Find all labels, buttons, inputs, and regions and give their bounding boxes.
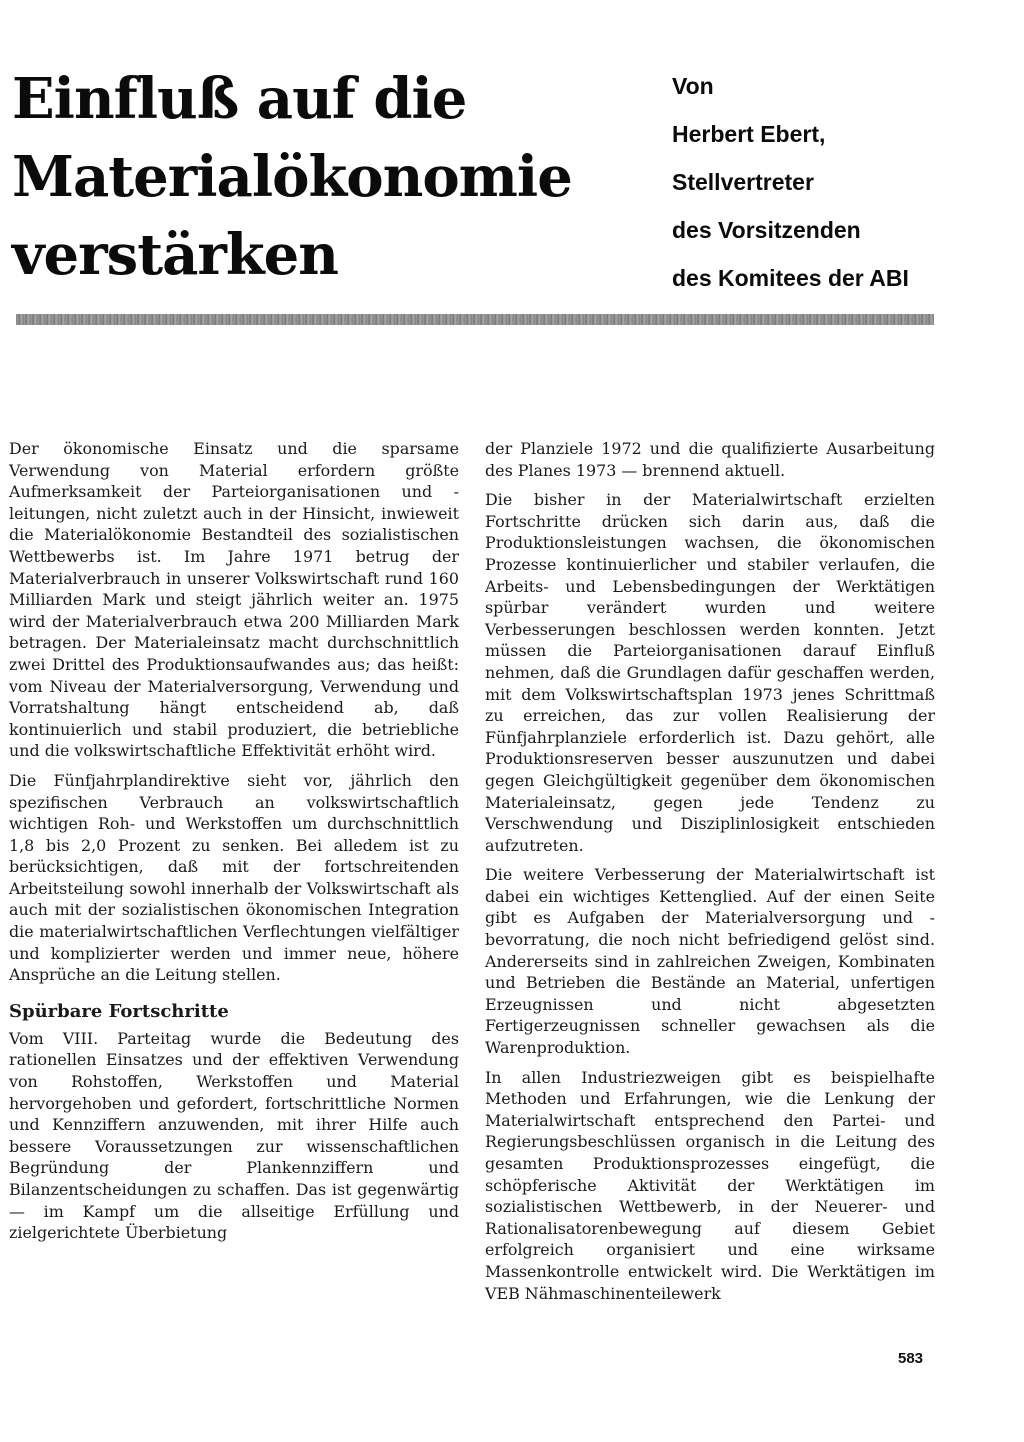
- paragraph: In allen Industriezweigen gibt es beispielhafte Methoden und Erfahrungen, wie die Lenkung der Materialwirtschaft entsprechend den Partei- und Regierungsbeschlüssen organisch in die Leitung des gesamten Produktionsprozesses eingefügt, die schöpferische Aktivität der Werktätigen im sozialistischen Wettbewerb, in der Neuerer- und Rationalisatorenbewegung auf diesem Gebiet erfolgreich organisiert und eine wirksame Massenkontrolle entwickelt wird. Die Werktätigen im VEB Nähmaschinenteilewerk: [485, 1067, 935, 1303]
- paragraph: Die Fünfjahrplandirektive sieht vor, jährlich den spezifischen Verbrauch an volkswirtschaftlich wichtigen Roh- und Werkstoffen um durchschnittlich 1,8 bis 2,0 Prozent zu senken. Bei alledem ist zu berücksichtigen, daß mit der fortschreitenden Arbeitsteilung sowohl innerhalb der Volkswirtschaft als auch mit der sozialistischen ökonomischen Integration die materialwirtschaftlichen Verflechtungen vielfältiger und komplizierter werden und immer neue, höhere Ansprüche an die Leitung stellen.: [9, 770, 459, 985]
- right-column: [485, 438, 935, 1312]
- paragraph: Die weitere Verbesserung der Materialwirtschaft ist dabei ein wichtiges Kettenglied. Auf der einen Seite gibt es Aufgaben der Materialversorgung und -bevorratung, die noch nicht befriedigend gelöst sind. Andererseits sind in zahlreichen Zweigen, Kombinaten und Betrieben die Bestände an Material, unfertigen Erzeugnissen und nicht abgesetzten Fertigerzeugnissen schneller gewachsen als die Warenproduktion.: [485, 865, 935, 1058]
- decorative-rule: [16, 314, 934, 325]
- headline-line-1: Einfluß auf die: [12, 66, 467, 132]
- paragraph: der Planziele 1972 und die qualifizierte Ausarbeitung des Planes 1973 — brennend aktuell.: [485, 439, 935, 480]
- byline-line-3: Stellvertreter: [672, 169, 814, 195]
- left-column: [9, 438, 459, 1252]
- headline-line-2: Materialökonomie: [12, 144, 572, 210]
- byline-line-2: Herbert Ebert,: [672, 121, 826, 147]
- article-headline: [12, 60, 652, 294]
- paragraph: Der ökonomische Einsatz und die sparsame Verwendung von Material erfordern größte Aufmerksamkeit der Parteiorganisationen und -leitungen, nicht zuletzt auch in der Hinsicht, inwieweit die Materialökonomie Bestandteil des sozialistischen Wettbewerbs ist. Im Jahre 1971 betrug der Materialverbrauch in unserer Volkswirtschaft rund 160 Milliarden Mark und steigt jährlich weiter an. 1975 wird der Materialverbrauch etwa 200 Milliarden Mark betragen. Der Materialeinsatz macht durchschnittlich zwei Drittel des Produktionsaufwandes aus; das heißt: vom Niveau der Materialversorgung, Verwendung und Vorratshaltung hängt entscheidend ab, daß kontinuierlich und stabil produziert, die betriebliche und die volkswirtschaftliche Effektivität erhöht wird.: [9, 439, 459, 761]
- section-heading: Spürbare Fortschritte: [9, 1000, 229, 1022]
- byline-line-1: Von: [672, 73, 714, 99]
- byline-line-4: des Vorsitzenden: [672, 217, 861, 243]
- author-byline: [672, 62, 1002, 302]
- headline-line-3: verstärken: [12, 222, 338, 288]
- byline-line-5: des Komitees der ABI: [672, 265, 909, 291]
- page-number: 583: [898, 1350, 924, 1367]
- paragraph: Die bisher in der Materialwirtschaft erzielten Fortschritte drücken sich darin aus, daß die Produktionsleistungen wachsen, die ökonomischen Prozesse kontinuierlicher und stabiler verlaufen, die Arbeits- und Lebensbedingungen der Werktätigen spürbar verändert wurden und weitere Verbesserungen beschlossen werden konnten. Jetzt müssen die Parteiorganisationen darauf Einfluß nehmen, daß die Grundlagen dafür geschaffen werden, mit dem Volkswirtschaftsplan 1973 jenes Schrittmaß zu erreichen, das zur vollen Realisierung der Fünfjahrplanziele erforderlich ist. Dazu gehört, alle Produktionsreserven besser auszunutzen und dabei gegen Gleichgültigkeit gegenüber dem ökonomischen Materialeinsatz, gegen jede Tendenz zu Verschwendung und Disziplinlosigkeit entschieden aufzutreten.: [485, 490, 935, 855]
- paragraph: Vom VIII. Parteitag wurde die Bedeutung des rationellen Einsatzes und der effektiven Verwendung von Rohstoffen, Werkstoffen und Material hervorgehoben und gefordert, fortschrittliche Normen und Kennziffern anzuwenden, mit ihrer Hilfe auch bessere Voraussetzungen zur wissenschaftlichen Begründung der Plankennziffern und Bilanzentscheidungen zu schaffen. Das ist gegenwärtig — im Kampf um die allseitige Erfüllung und zielgerichtete Überbietung: [9, 1028, 459, 1243]
